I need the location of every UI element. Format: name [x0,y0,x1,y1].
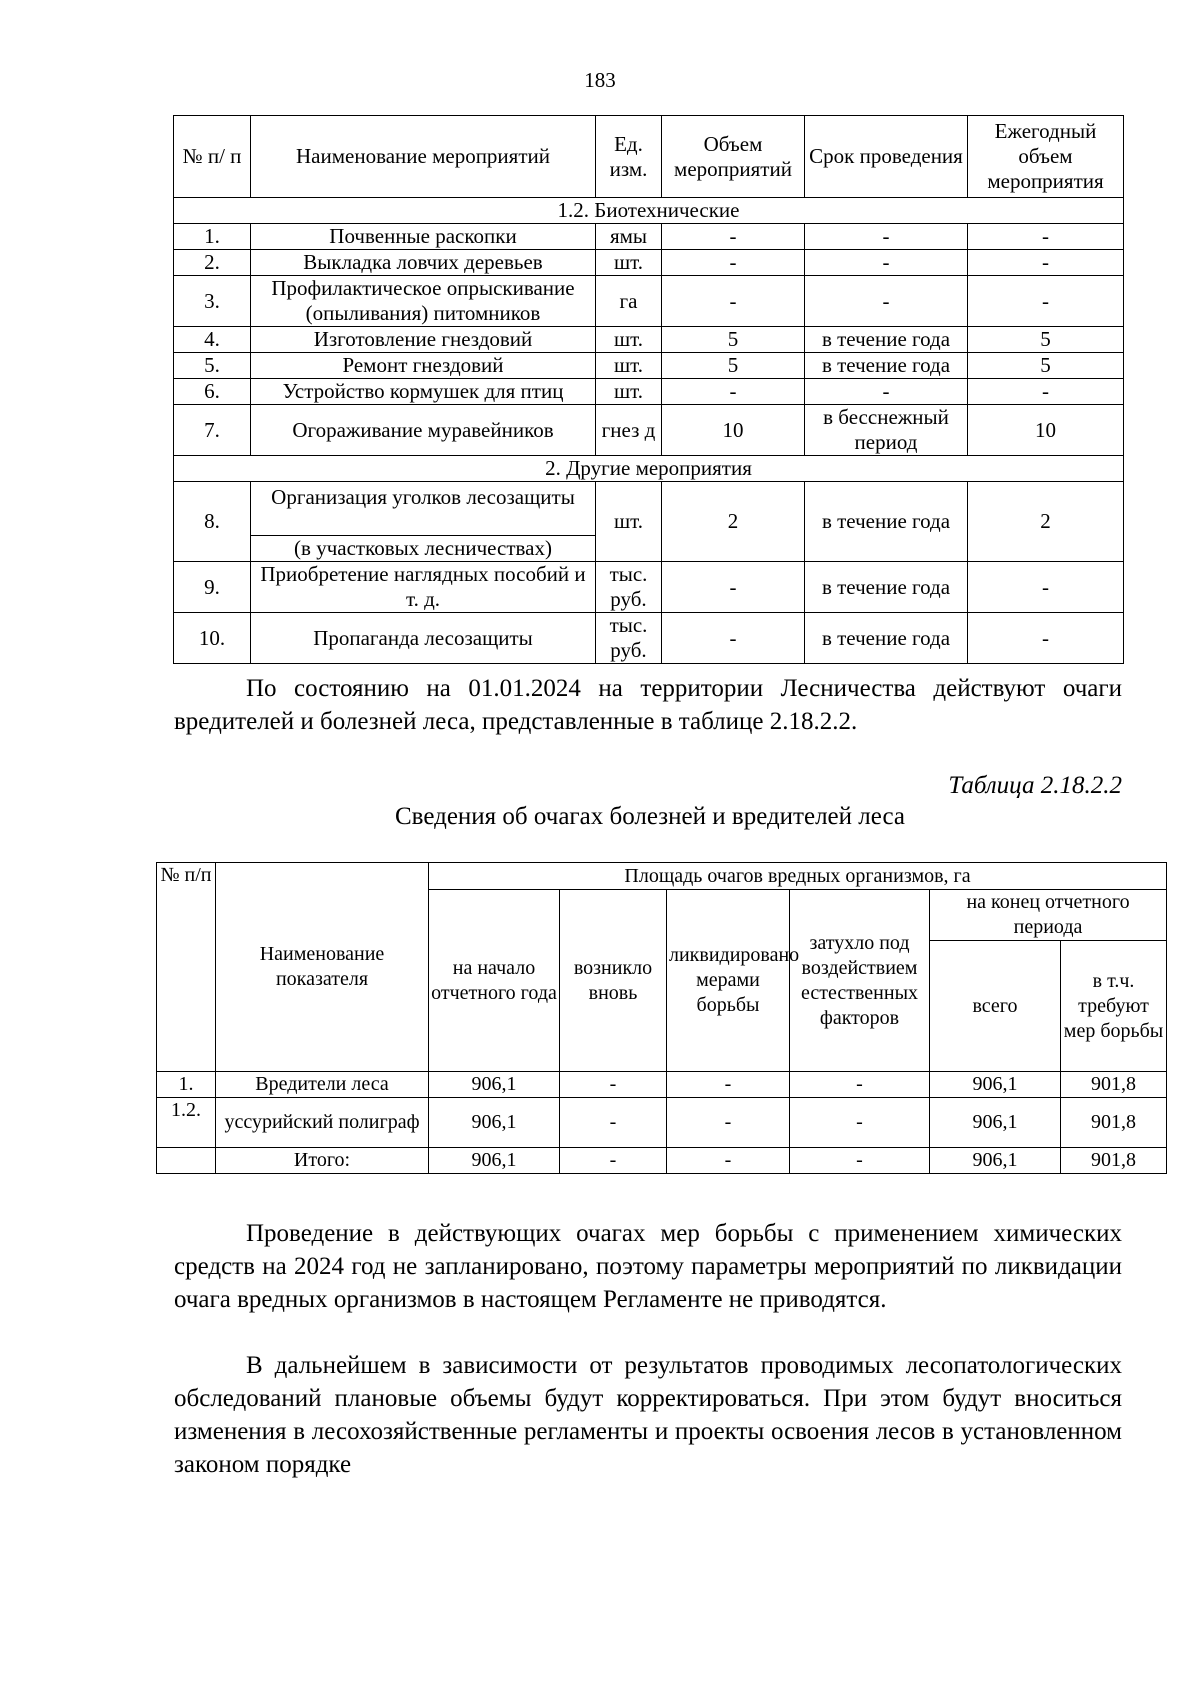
table-row [174,405,1124,456]
row-name: Почвенные раскопки [251,224,596,250]
table-row [174,482,1124,562]
paragraph-future: В дальнейшем в зависимости от результатов проводимых лесопатологических обследований плановые объемы будут корректироваться. При этом будут вноситься изменения в лесохозяйственные регламенты и проекты освоения лесов в установленном законом порядке [174,1352,1122,1478]
row-name: Профилактическое опрыскивание (опыливания) питомников [251,276,596,327]
row-num: 8. [174,482,251,562]
row-name-sub: (в участковых лесничествах) [294,536,552,560]
row-start: 906,1 [429,1072,560,1098]
table-row [157,1098,1167,1148]
row-term: - [805,276,968,327]
row-term: - [805,250,968,276]
row-new: - [560,1148,667,1174]
row-annual: - [968,613,1124,664]
table-header-row [174,116,1124,198]
row-num: 4. [174,327,251,353]
paragraph-chemical: Проведение в действующих очагах мер борьбы с применением химических средств на 2024 год не запланировано, поэтому параметры мероприятий по ликвидации очага вредных организмов в настоящем Регламенте не приводятся. [174,1220,1122,1313]
row-name: Устройство кормушек для птиц [251,379,596,405]
table-row [174,276,1124,327]
header-num: № п/п [157,863,216,1072]
row-annual: - [968,224,1124,250]
table-caption-number: Таблица 2.18.2.2 [948,772,1122,799]
row-faded: - [790,1098,930,1148]
table-caption-title: Сведения об очагах болезней и вредителей леса [395,803,905,830]
row-term: в бесснежный период [805,405,968,456]
row-total: 906,1 [930,1072,1061,1098]
row-unit: тыс. руб. [596,562,662,613]
row-need: 901,8 [1061,1098,1167,1148]
header-new: возникло вновь [560,890,667,1072]
table-row [157,1148,1167,1174]
section-title: 1.2. Биотехнические [174,198,1124,224]
row-annual: 5 [968,353,1124,379]
paragraph-intro: По состоянию на 01.01.2024 на территории Лесничества действуют очаги вредителей и болезней леса, представленные в таблице 2.18.2.2. [174,675,1122,735]
row-unit: га [596,276,662,327]
row-num: 2. [174,250,251,276]
row-need: 901,8 [1061,1072,1167,1098]
header-annual: Ежегодный объем мероприятия [968,116,1124,198]
row-unit: гнез д [596,405,662,456]
table-row [174,327,1124,353]
row-term: - [805,224,968,250]
row-liquidated: - [667,1072,790,1098]
header-liquidated: ликвидировано мерами борьбы [667,890,790,1072]
row-name: Итого: [216,1148,429,1174]
page-number: 183 [584,68,616,92]
row-num: 5. [174,353,251,379]
row-volume: - [662,250,805,276]
header-volume: Объем мероприятий [662,116,805,198]
row-unit: тыс. руб. [596,613,662,664]
row-volume: - [662,276,805,327]
row-volume: 5 [662,327,805,353]
header-name: Наименование показателя [216,863,429,1072]
row-name: Изготовление гнездовий [251,327,596,353]
header-num: № п/ п [174,116,251,198]
row-annual: 10 [968,405,1124,456]
row-annual: - [968,276,1124,327]
header-start: на начало отчетного года [429,890,560,1072]
row-unit: ямы [596,224,662,250]
row-name-main: Организация уголков лесозащиты [251,483,595,536]
row-annual: - [968,379,1124,405]
row-volume: 5 [662,353,805,379]
row-volume: - [662,379,805,405]
row-name: Вредители леса [216,1072,429,1098]
row-liquidated: - [667,1098,790,1148]
table-row [157,1072,1167,1098]
row-name: Пропаганда лесозащиты [251,613,596,664]
row-total: 906,1 [930,1148,1061,1174]
row-name: Ремонт гнездовий [251,353,596,379]
row-unit: шт. [596,353,662,379]
row-faded: - [790,1148,930,1174]
row-term: в течение года [805,327,968,353]
row-volume: - [662,224,805,250]
row-num: 6. [174,379,251,405]
row-num: 9. [174,562,251,613]
row-name: Выкладка ловчих деревьев [251,250,596,276]
header-term: Срок проведения [805,116,968,198]
header-name: Наименование мероприятий [251,116,596,198]
row-annual: - [968,250,1124,276]
table-row [174,250,1124,276]
table-row [174,379,1124,405]
header-total: всего [930,941,1061,1072]
row-unit: шт. [596,482,662,562]
row-volume: 10 [662,405,805,456]
row-term: - [805,379,968,405]
row-need: 901,8 [1061,1148,1167,1174]
row-name [251,482,596,562]
row-volume: - [662,562,805,613]
row-start: 906,1 [429,1098,560,1148]
row-annual: 5 [968,327,1124,353]
section-title: 2. Другие мероприятия [174,456,1124,482]
row-num: 1. [157,1072,216,1098]
header-faded: затухло под воздействием естественных факторов [790,890,930,1072]
row-annual: 2 [968,482,1124,562]
measures-table [173,115,1124,664]
table-row [174,224,1124,250]
row-total: 906,1 [930,1098,1061,1148]
table-row [174,562,1124,613]
row-new: - [560,1098,667,1148]
row-num: 1.2. [157,1098,216,1148]
row-faded: - [790,1072,930,1098]
row-unit: шт. [596,379,662,405]
row-annual: - [968,562,1124,613]
row-term: в течение года [805,613,968,664]
row-term: в течение года [805,353,968,379]
row-num: 1. [174,224,251,250]
header-end: на конец отчетного периода [930,890,1167,941]
row-num [157,1148,216,1174]
table-row [174,613,1124,664]
row-num: 7. [174,405,251,456]
header-unit: Ед. изм. [596,116,662,198]
row-name: уссурийский полиграф [216,1098,429,1148]
row-term: в течение года [805,482,968,562]
row-num: 3. [174,276,251,327]
row-name: Огораживание муравейников [251,405,596,456]
row-unit: шт. [596,327,662,353]
row-liquidated: - [667,1148,790,1174]
row-start: 906,1 [429,1148,560,1174]
row-name: Приобретение наглядных пособий и т. д. [251,562,596,613]
header-area: Площадь очагов вредных организмов, га [429,863,1167,890]
row-term: в течение года [805,562,968,613]
row-new: - [560,1072,667,1098]
row-num: 10. [174,613,251,664]
pest-foci-table [156,862,1167,1174]
table-row [174,353,1124,379]
row-unit: шт. [596,250,662,276]
row-volume: 2 [662,482,805,562]
row-volume: - [662,613,805,664]
header-need: в т.ч. требуют мер борьбы [1061,941,1167,1072]
